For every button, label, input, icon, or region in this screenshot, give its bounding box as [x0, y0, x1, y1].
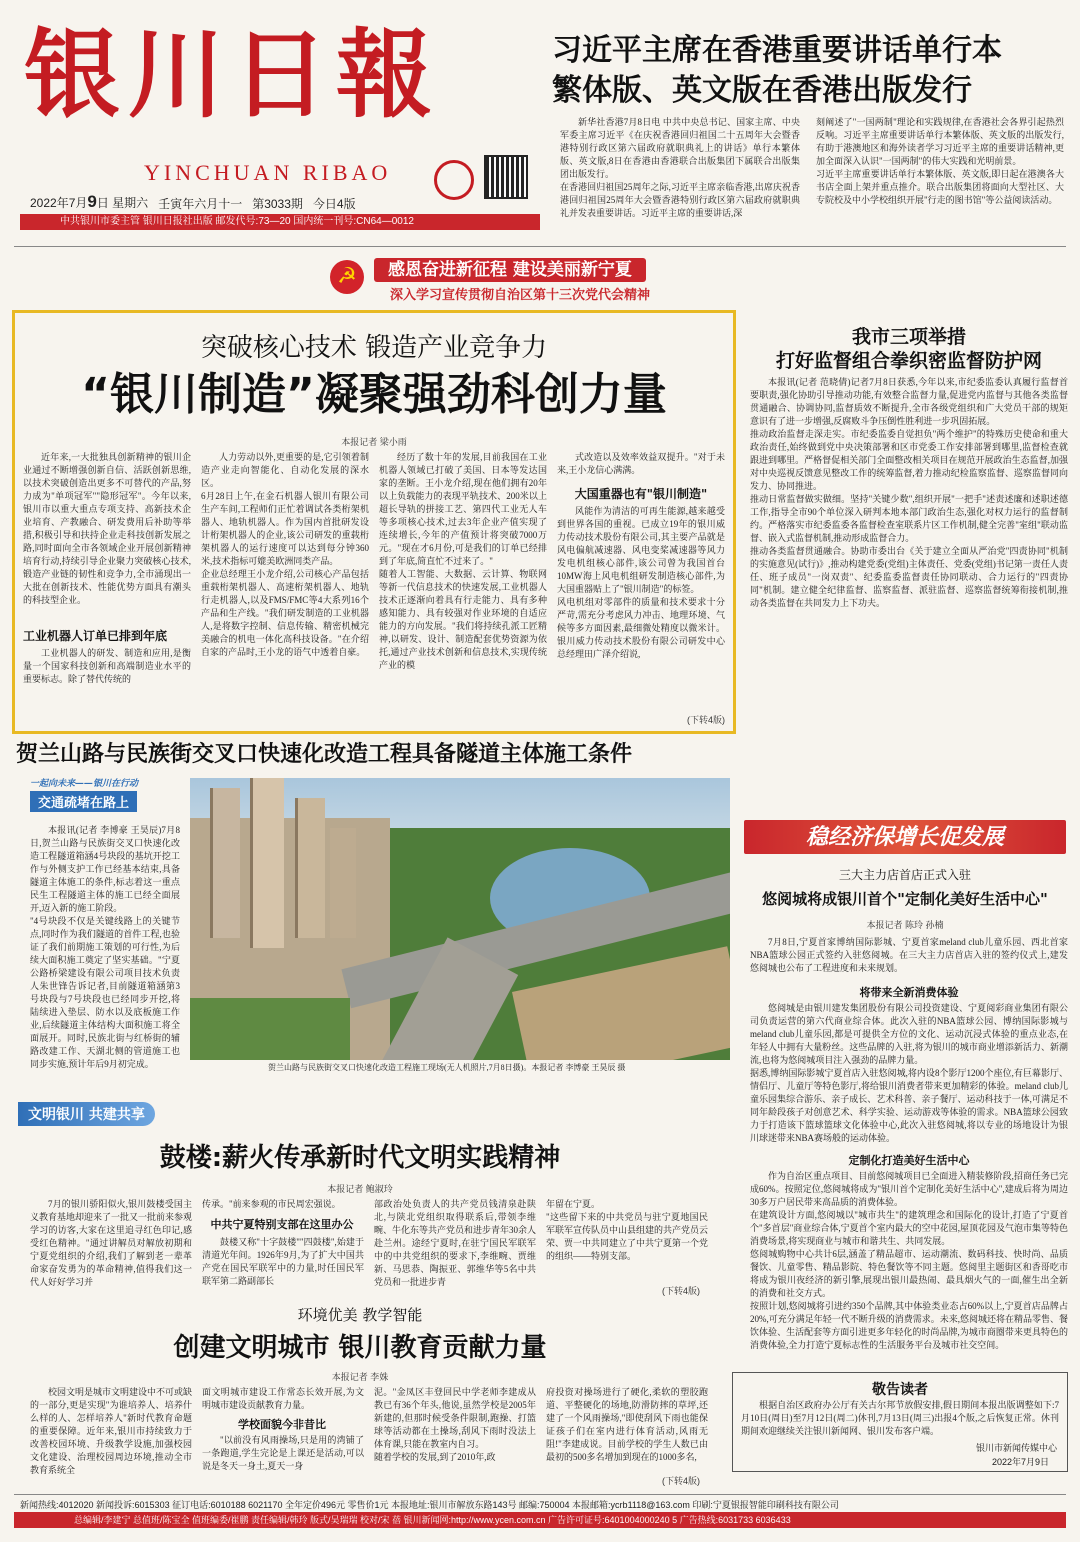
construction-photo [190, 778, 730, 1060]
right1-headline-1: 我市三项举措 [851, 326, 966, 348]
right2-p1: 7月8日,宁夏首家博纳国际影城、宁夏首家meland club儿童乐园、西北首家NBA篮球公园正式签约入驻悠阅城。在三大主力店首店入驻的签约仪式上,建发悠阅城也公布了工程进度和未来规划。 [750, 937, 1068, 973]
lead-kicker: 突破核心技术 锻造产业竞争力 [200, 333, 548, 363]
lead-subhead-2: 大国重器也有"银川制造" [574, 487, 708, 501]
tunnel-tag-top: 一起向未来——银川在行动 [30, 779, 139, 789]
lead-jump: (下转4版) [687, 715, 725, 725]
right2-headline: 悠阅城将成银川首个"定制化美好生活中心" [762, 890, 1048, 908]
lead-col1b: 工业机器人的研发、制造和应用,是衡量一个国家科技创新和高端制造业水平的重要标志。除了替代传统的 [23, 648, 191, 684]
lead-byline: 本报记者 梁小雨 [341, 437, 407, 447]
lead-col3: 经历了数十年的发展,目前我国在工业机器人领域已打破了美国、日本等发达国家的垄断。王小龙介绍,现在他们拥有20年以上负载能力的表现平轨技术、200米以上超长导轨的拼接工艺、第四代工业无人车等多项核心技术,过去3年企业产值实现了连续增长,今年的产值预计将突破7000万元。"现在才6月份,可是我们的订单已经排到了年底,简直忙不过来了。" 随着人工智能、大数据、云计算、物联网等新一代信息技术的快速发展,工业机器人技术正逐渐向着具有行走能力、具有多种感知能力、具有较强对作业环境的自适应能力的方向发展。"我们将持续孔派工匠精神,以研发、设计、制造配套优势资源为依托,通过产业技术创新和信息技术,实现传统产业的模 [379, 452, 547, 670]
civilization-tag: 文明银川 共建共享 [18, 1102, 155, 1126]
drum-col2b: 鼓楼又称"十字鼓楼""四鼓楼",始建于清道光年间。1926年9月,为了扩大中国共产党在国民军联军中的力量,时任国民军联军第二路副部长 [202, 1237, 364, 1286]
footer-divider [14, 1494, 1066, 1495]
notice-sign: 银川市新闻传媒中心 [975, 1443, 1057, 1453]
lead-subhead-1: 工业机器人订单已排到年底 [23, 629, 168, 643]
lead-col1: 近年来,一大批独具创新精神的银川企业通过不断增强创新自信、活跃创新思维,以技术突破创造出更多不可替代的产品,努力成为"单项冠军""隐形冠军"。今年以来,银川市以重大重点专项支持、高新技术企业培育、产教融合、研发费用后补助等举措,积极引导和扶持企业走科技创新发展之路,同时面向全市各领域企业开展创新精神培育行动,持续引导企业聚力突破核心技术,锻造产业链的韧性和竞争力,全市涌现出一大批在创新技术、性能优势方面具有潮头的科技型企业。 [23, 452, 191, 605]
masthead-pinyin: YINCHUAN RIBAO [144, 160, 392, 185]
top-story-col1: 新华社香港7月8日电 中共中央总书记、国家主席、中央军委主席习近平《在庆祝香港回归祖国二十五周年大会暨香港特别行政区第六届政府就职典礼上的讲话》单行本繁体版、英文版,8日在香港由香港联合出版集团下属联合出版集团出版发行。 在香港回归祖国25周年之际,习近平主席亲临香港,出席庆祝香港回归祖国25周年大会暨香港特别行政区第六届政府就职典礼并发表重要讲话。习近平主席的重要讲话,深 [560, 117, 800, 218]
masthead-title: 银川日報 [24, 18, 440, 131]
drum-col2a: 传承。"前来参观的市民周宏强说。 [202, 1199, 341, 1209]
banner-sub: 深入学习宣传贯彻自治区第十三次党代会精神 [390, 288, 651, 303]
edu-col4: 府投资对操场进行了硬化,柔软的塑胶跑道、平整硬化的场地,防滑防摔的草坪,还建了一个风雨操场,"即使刮风下雨也能保证孩子们在室内进行体育活动,风雨无阻!"李建成说。目前学校的学生人数已由最初的500多名增加到现在的1000多名, [546, 1387, 708, 1462]
right2-byline: 本报记者 陈玲 孙楠 [866, 920, 944, 930]
edu-subhead: 学校面貌今非昔比 [238, 1418, 326, 1431]
drum-byline: 本报记者 鲍淑玲 [327, 1184, 393, 1194]
tunnel-body: 本报讯(记者 李博豪 王昊辰)7月8日,贺兰山路与民族街交叉口快速化改造工程隧道箱涵4号块段的基坑开挖工作与外侧支护工作已经基本结束,具备隧道主体施工的条件,标志着这一重点民生工程隧道主体的施工已经全面展开,迈入新的施工阶段。 "4号块段不仅是关键线路上的关键节点,同时作为我们隧道的首件工程,也验证了我们前期施工策划的可行性,为后续大面积施工奠定了坚实基础。"宁夏公路桥梁建设有限公司项目技术负责人朱世锋告诉记者,目前隧道箱涵第3号块段与7号块段也已经同步开挖,将陆续进入垫层、防水以及底板施工作业,后续隧道主体结构大面积施工将全面展开。同时,民族北街与红桥街的辅路改建工作、天湖北侧的管道施工也同步实施,预计年后9月初完成。 [30, 825, 180, 1068]
drum-col3: 部政治处负责人的共产党员钱清泉赴陕北,与陕北党组织取得联系后,带领李维畹、牛化东等共产党员和进步青年30余人赴兰州。途经宁夏时,在驻宁国民军联军中的中共党组织的要求下,李维畹、贾维新、马思恭、陶振亚、郭维华等5名中共党员和一批进步青 [374, 1199, 536, 1287]
issue-number: 第3033期 [252, 197, 303, 211]
notice-date: 2022年7月9日 [991, 1457, 1049, 1467]
banner-main: 感恩奋进新征程 建设美丽新宁夏 [374, 258, 646, 282]
date-line [30, 192, 540, 212]
tunnel-tag-main: 交通疏堵在路上 [30, 791, 137, 812]
edu-headline: 创建文明城市 银川教育贡献力量 [173, 1333, 547, 1363]
right2-subhead-2: 定制化打造美好生活中心 [848, 1154, 970, 1167]
party-emblem-icon: ☭ [330, 260, 364, 294]
page-count: 今日4版 [312, 197, 356, 211]
date: 2022年7月9日 星期六 [30, 192, 149, 211]
edu-jump: (下转4版) [662, 1476, 700, 1486]
footer-line-2: 总编辑/李建宁 总值班/陈宝全 值班编委/崔鹏 责任编辑/韩玲 版式/吴瑞瑞 校对/宋 蓓 银川新闻网:http://www.ycen.com.cn 广告许可证号:6401004000240 5 广告热线:6031733 6036433 [14, 1512, 1066, 1528]
divider [14, 246, 1066, 247]
right2-subhead-1: 将带来全新消费体验 [859, 986, 959, 999]
lead-col2: 人力劳动以外,更重要的是,它引领着制造产业走向智能化、自动化发展的深水区。 6月28日上午,在金石机器人银川有限公司生产车间,工程师们正忙着调试各类桁架机器人、地轨机器人。作为国内首批研发设计桁架机器人的企业,该公司研发的重载桁架机器人的运行速度可以达到每分钟360米,技术指标可媲美欧洲同类产品。 企业总经理王小龙介绍,公司核心产品包括重载桁架机器人、高速桁架机器人、地轨行走机器人,以及FMS/FMC等4大系列16个产品和生产线。"我们研发制造的工业机器人,是将数字控制、信息传输、精密机械完美融合的机电一体化高科技设备。"在介绍自家的产品时,王小龙的语气中透着自豪。 [201, 452, 369, 657]
notice-title: 敬告读者 [872, 1382, 928, 1398]
notice-box [732, 1372, 1068, 1472]
right1-body: 本报讯(记者 范晓倩)记者7月8日获悉,今年以来,市纪委监委认真履行监督首要职责,强化协助引导推动功能,有效整合监督力量,促进党内监督与其他各类监督贯通融合、协调协同,监督质效不断提升,全市各级党组织和广大党员干部的规矩意识有了进一步增强,反腐败斗争压倒性胜利进一步巩固拓展。 推动政治监督走深走实。市纪委监委自觉担负"两个维护"的特殊历史使命和重大政治责任,始终做到党中央决策部署和区市党委工作安排部署到哪里,监督检查就跟进到哪里。严格督促相关部门全面整改相关项目在规范开展政治生态监督,加强对中央巡视反馈意见整改工作的统筹监督,着力推动纪检监察监督、巡察监督同向发力、协同推进。 推动日常监督做实做细。坚持"关键少数",组织开展"一把手"述责述廉和述职述德工作,指导全市90个单位深入研判本地本部门政治生态,强化对权力运行的监督制约。严格落实市纪委监委各监督检查室联系片区工作机制,健全完善"室组"联动监督、嵌入式监督机制,推动形成监督合力。 推动各类监督贯通融合。协助市委出台《关于建立全面从严治党"四责协同"机制的实施意见(试行)》,推动构建党委(党组)主体责任、党委(党组)书记第一责任人责任、班子成员"一岗双责"、纪委监委监督责任协同联动、合力运行的"四责协同"机制。建立健全纪律监督、监察监督、派驻监督、巡察监督统筹衔接机制,推动各类监督在共同发力上下功夫。 [750, 377, 1068, 608]
drum-col1: 7月的银川骄阳似火,银川鼓楼受国主义教育基地却迎来了一批又一批前来参观学习的访客,大家在这里追寻红色印记,感受红色精神。"通过讲解员对解放初期和宁夏党组织的介绍,我们了解到老一辈革命家奋发勇为的革命精神,值得我们这一代人好好学习并 [30, 1199, 192, 1287]
lead-col4a: 式改造以及效率效益双提升。"对于未来,王小龙信心满满。 [557, 452, 725, 475]
drum-subhead: 中共宁夏特别支部在这里办公 [210, 1218, 354, 1231]
party-banner [330, 254, 760, 304]
top-headline-2: 繁体版、英文版在香港出版发行 [552, 73, 972, 108]
notice-body: 根据自治区政府办公厅有关古尔邦节放假安排,假日期间本报出版调整如下:7月10日(周日)至7月12日(周二)休刊,7月13日(周三)出报4个版,之后恢复正常。休刊期间欢迎继续关注银川新闻网、银川发布客户端。 [741, 1400, 1059, 1436]
tunnel-headline: 贺兰山路与民族街交叉口快速化改造工程具备隧道主体施工条件 [16, 742, 633, 767]
right1-headline-2: 打好监督组合拳织密监督防护网 [775, 350, 1042, 372]
drum-headline: 鼓楼:薪火传承新时代文明实践精神 [159, 1143, 561, 1173]
edu-byline: 本报记者 李姝 [331, 1372, 389, 1382]
lead-col4b: 风能作为清洁的可再生能源,越来越受到世界各国的重视。已成立19年的银川威力传动技术股份有限公司,其主要产品就是风电偏航减速器、风电变桨减速器等风力发电机组核心部件,该公司曾为我国首台10MW海上风电机组研发制造核心部件,为大国重器贴上了"银川制造"的标签。 风电机组对零部件的质量和技术要求十分严苛,需充分考虑风力冲击、地理环境、气候等多方面因素,最细微处精度以微米计。银川威力传动技术股份有限公司研发中心总经理田广泽介绍说, [557, 506, 725, 659]
steady-growth-banner-text: 稳经济保增长促发展 [805, 824, 1004, 850]
edu-col3: 泥。"金凤区丰登回民中学老师李建成从教已有36个年头,他说,虽然学校是2005年新建的,但那时候受条件限制,跑操、打篮球等活动都在土操场,刮风下雨时没法上体育课,只能在教室内自习。 随着学校的发展,到了2010年,政 [374, 1387, 536, 1462]
right2-kicker: 三大主力店首店正式入驻 [838, 868, 971, 882]
tunnel-tag [30, 776, 180, 820]
edu-col1: 校园文明是城市文明建设中不可或缺的一部分,更是实现"为谁培养人、培养什么样的人、怎样培养人"新时代教育命题的重要保障。近年来,银川市持续致力于改善校园环境、升级教学设施,加强校园文化建设、治理校园周边环境,推动全市教育系统全 [30, 1387, 192, 1475]
edu-col2b: "以前没有风雨操场,只是用的湾铺了一条跑道,学生完论是上课还是活动,可以说是冬天一身土,夏天一身 [202, 1435, 364, 1471]
lead-story-box [12, 310, 736, 734]
right2-p2: 悠阅城是由银川建发集团股份有限公司投资建设、宁夏阅彩商业集团有限公司负责运营的第六代商业综合体。此次入驻的NBA篮球公园、博纳国际影城与meland club儿童乐园,都是可提供全方位的文化、运动沉浸式体验的重点业态,在年轻人中拥有大量粉丝。这些品牌的入驻,将为银川的城市商业增添新活力、新潮流,也将为悠阅城项目注入强劲的品牌力量。 据悉,博纳国际影城宁夏首店入驻悠阅城,将内设8个影厅1200个座位,有巨幕影厅、情侣厅、儿童厅等特色影厅,将给银川消费者带来更加精彩的体验。meland club儿童乐园集综合游乐、亲子成长、艺术科普、亲子餐厅、运动科技于一体,可满足不同年龄段孩子对创意艺术、科学实验、运动游戏等体验的需求。NBA篮球公园致力于打造该下篮球篮球文化体验中心,此次入驻悠阅城,将以专业的场地设计为银川球迷带来NBA赛场般的运动体验。 [750, 1003, 1068, 1143]
lunar-date: 壬寅年六月十一 [158, 197, 243, 211]
footer-line-1: 新闻热线:4012020 新闻投诉:6015303 征订电话:6010188 6021170 全年定价496元 零售价1元 本报地址:银川市解放东路143号 邮编:750004 本报邮箱:ycrb1118@163.com 印刷:宁夏银报智能印刷科技有限公司 [20, 1500, 839, 1510]
top-headline-1: 习近平主席在香港重要讲话单行本 [552, 33, 1002, 68]
drum-col4: 年留在宁夏。 "这些留下来的中共党员与驻宁夏地国民军联军宣传队员中山县组建的共产党员云荣、贾一中共同建立了中共宁夏第一个党的组织——特别支部。 [546, 1199, 708, 1261]
publisher-bar: 中共银川市委主管 银川日报社出版 邮发代号:73—20 国内统一刊号:CN64—0012 [20, 214, 540, 230]
top-story-col2: 刻阐述了"一国两制"理论和实践规律,在香港社会各界引起热烈反响。习近平主席重要讲话单行本繁体版、英文版的出版发行,有助于港澳地区和海外读者学习习近平主席的重要讲话精神,更加全面深入认识"一国两制"的伟大实践和光明前景。 习近平主席重要讲话单行本繁体版、英文版,即日起在港澳各大书店全面上架并重点推介。联合出版集团将面向大型社区、大专院校及中小学校组织开展"行走的图书馆"等公益阅读活动。 [816, 117, 1064, 205]
lead-headline: “银川制造”凝聚强劲科创力量 [81, 369, 667, 420]
edu-kicker: 环境优美 教学智能 [297, 1306, 423, 1324]
steady-growth-banner [744, 820, 1066, 854]
photo-caption: 贺兰山路与民族街交叉口快速化改造工程施工现场(无人机照片,7月8日摄)。本报记者 李博豪 王昊辰 摄 [268, 1063, 626, 1072]
right2-p3: 作为自治区重点项目、目前悠阅城项目已全面进入精装修阶段,招商任务已完成60%。按照定位,悠阅城将成为"银川首个定制化美好生活中心",建成后将为周边30多万户居民带来高品质的消费体验。 在建筑设计方面,悠阅城以"城市共生"的建筑理念和国际化的设计,打造了宁夏首个"多首层"商业综合体,宁夏首个室内最大的空中花园,屋顶花园及气泡市集等特色消费场景,将实现商业与城市和谐共生、共同发展。 悠阅城购物中心共计6层,涵盖了精品超市、运动潮流、数码科技、快时尚、品质餐饮、儿童零售、精品影院、特色餐饮等不同主题。悠阅里主题街区和香哥吃市将成为银川夜经济的新引擎,展现出银川最热闹、最具烟火气的一面,催生出全新的消费和社交方式。 按照计划,悠阅城将引进约350个品牌,其中体验类业态占60%以上,宁夏首店品牌占20%,可充分满足年轻一代不断升级的消费需求。未来,悠阅城还将在精品零售、餐饮体验、生活配套等方面引进更多年轻化的时尚品牌,为城市商圈带来更具特色的消费体验,全力打造宁夏标志性的生活服务平台及城市社交空间。 [750, 1171, 1068, 1350]
edu-col2a: 面文明城市建设工作常态长效开展,为文明城市建设贡献教育力量。 [202, 1387, 364, 1410]
drum-jump: (下转4版) [662, 1286, 700, 1296]
